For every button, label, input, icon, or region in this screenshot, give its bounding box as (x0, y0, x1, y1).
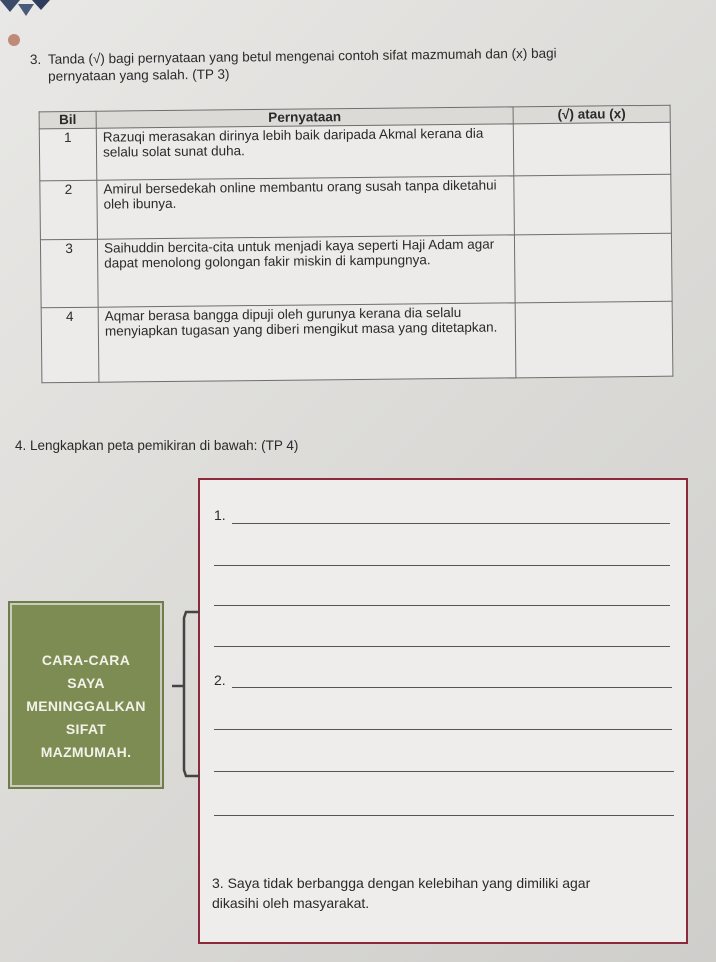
answer-cell[interactable] (515, 302, 673, 378)
center-line: SAYA (67, 675, 105, 691)
row-statement: Aqmar berasa bangga dipuji oleh gurunya kerana dia selalu menyiapkan tugasan yang diberi mengikut masa yang ditetapkan. (98, 303, 516, 382)
bullet-dot (8, 34, 20, 46)
row-statement: Saihuddin bercita-cita untuk menjadi kaya seperti Haji Adam agar dapat menolong golongan fakir miskin di kampungnya. (97, 235, 515, 308)
answer-line[interactable] (214, 729, 672, 730)
center-line: SIFAT (65, 721, 107, 737)
row-statement: Amirul bersedekah online membantu orang susah tanpa diketahui oleh ibunya. (97, 176, 515, 239)
row-bil: 2 (40, 181, 98, 240)
answer-cell[interactable] (513, 122, 671, 176)
row-statement: Razuqi merasakan dirinya lebih baik daripada Akmal kerana dia selalu solat sunat duha. (96, 124, 514, 181)
answer-line[interactable] (214, 646, 670, 647)
table-row (39, 122, 671, 181)
question-number: 3. (29, 51, 42, 68)
center-line: MAZMUMAH. (40, 744, 132, 760)
item-3-line1: 3. Saya tidak berbangga dengan kelebihan yang dimiliki agar (212, 875, 591, 891)
question-3-line2: pernyataan yang salah. (TP 3) (48, 66, 230, 84)
header-bil: Bil (39, 111, 96, 129)
center-topic-text (12, 649, 160, 764)
question-3 (30, 43, 690, 85)
table-row (41, 302, 673, 383)
question-4: 4. Lengkapkan peta pemikiran di bawah: (TP 4) (15, 438, 299, 453)
answer-cell[interactable] (514, 175, 672, 235)
answer-line[interactable] (232, 523, 670, 524)
answer-line[interactable] (214, 771, 674, 772)
answer-cell[interactable] (514, 233, 672, 303)
brace-connector (172, 610, 212, 780)
header-pernyataan: Pernyataan (96, 107, 513, 128)
answer-line[interactable] (214, 565, 670, 566)
answer-line[interactable] (214, 605, 670, 606)
table-row (40, 233, 672, 308)
header-tick-or-cross: (√) atau (x) (513, 105, 670, 124)
question-3-line1: Tanda (√) bagi pernyataan yang betul mengenai contoh sifat mazmumah dan (x) bagi (47, 45, 557, 67)
item-1-label: 1. (214, 507, 226, 523)
item-2-label: 2. (214, 672, 226, 688)
row-bil: 1 (39, 128, 97, 181)
row-bil: 3 (40, 239, 98, 308)
item-3-line2: dikasihi oleh masyarakat. (212, 895, 370, 911)
page-corner-ornament (0, 0, 60, 22)
center-line: MENINGGALKAN (26, 698, 146, 714)
center-line: CARA-CARA (41, 652, 131, 668)
answer-table (39, 105, 674, 384)
row-bil: 4 (41, 308, 99, 383)
center-topic-box (10, 603, 162, 787)
table-row (40, 175, 672, 240)
item-3-text (212, 873, 672, 913)
answer-line[interactable] (214, 815, 674, 816)
answer-line[interactable] (232, 687, 672, 688)
